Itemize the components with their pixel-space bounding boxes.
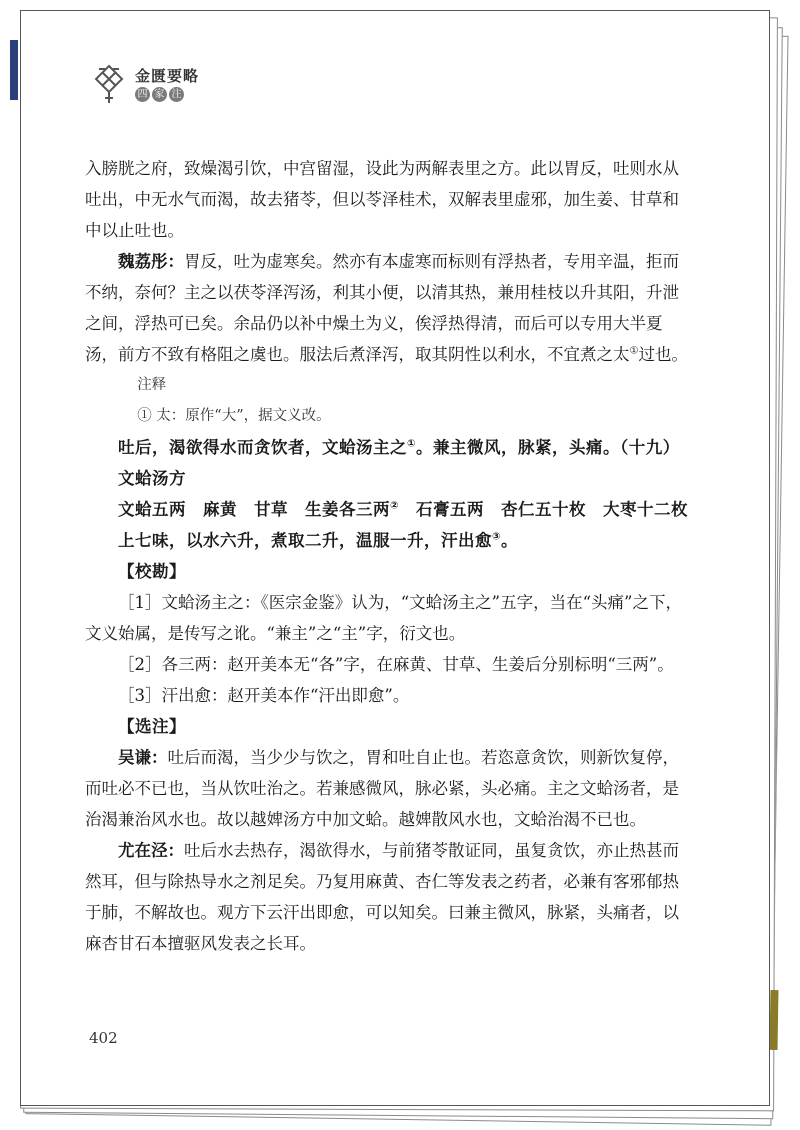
paragraph: 入膀胱之府，致燥渴引饮，中宫留湿，设此为两解表里之方。此以胃反，吐则水从吐出，中无水气而渴，故去猪苓，但以苓泽桂术，双解表里虚邪，加生姜、甘草和中以止吐也。: [85, 159, 679, 240]
clause-text: 吐后，渴欲得水而贪饮者，文蛤汤主之: [118, 438, 407, 457]
footnote-marker: ①: [629, 345, 639, 357]
page-body: [85, 153, 689, 959]
sub-title-char: 家: [152, 87, 167, 102]
commentator-name: 尤在泾：: [118, 841, 184, 860]
book-title: 金匮要略: [135, 67, 200, 85]
collation-note: ［1］文蛤汤主之：《医宗金鉴》认为，“文蛤汤主之”五字，当在“头痛”之下，文义始属，是传写之讹。“兼主”之“主”字，衍文也。: [85, 593, 682, 643]
footnote: ① 太：原作“大”，据文义改。: [137, 408, 331, 424]
collation-note: ［3］汗出愈：赵开美本作“汗出即愈”。: [118, 686, 410, 705]
commentator-name: 魏荔彤：: [118, 252, 184, 271]
commentary-wu: [85, 742, 689, 835]
section-heading-collation: 【校勘】: [118, 562, 186, 581]
commentary-text: 吐后而渴，当少少与饮之，胃和吐自止也。若恣意贪饮，则新饮复停，而吐必不已也，当从饮吐治之。若兼感微风，脉必紧，头必痛。主之文蛤汤者，是治渴兼治风水也。故以越婢汤方中加文蛤。越婢散风水也，文蛤治渴不已也。: [85, 748, 679, 829]
book-edge-left: [10, 40, 18, 100]
formula-title: 文蛤汤方: [118, 469, 186, 488]
collation-note: ［2］各三两：赵开美本无“各”字，在麻黄、甘草、生姜后分别标明“三两”。: [118, 655, 674, 674]
commentary-text: 吐后水去热存，渴欲得水，与前猪苓散证同，虽复贪饮，亦止热甚而然耳，但与除热导水之剂足矣。乃复用麻黄、杏仁等发表之药者，必兼有客邪郁热于肺，不解故也。观方下云汗出即愈，可以知矣。曰兼主微风，脉紧，头痛者，以麻杏甘石本擅驱风发表之长耳。: [85, 841, 679, 953]
book-page: [20, 10, 770, 1106]
commentary-text: 胃反，吐为虚寒矣。然亦有本虚寒而标则有浮热者，专用辛温，拒而不纳，奈何？主之以茯苓泽泻汤，利其小便，以清其热，兼用桂枝以升其阳，升泄之间，浮热可已矣。余品仍以补中燥土为义，俟浮热得清，而后可以专用大半夏汤，前方不致有格阻之虞也。服法后煮泽泻，取其阴性以利水，不宜煮之太: [85, 252, 679, 364]
commentary-you: [85, 835, 689, 959]
sub-title: [135, 87, 184, 102]
commentary-wei: [85, 246, 689, 370]
book-edge-right: [770, 990, 779, 1050]
classic-clause: [85, 432, 689, 463]
clause-tail: 。兼主微风，脉紧，头痛。（十九）: [415, 438, 680, 457]
footnote-marker: ③: [492, 531, 501, 543]
method-tail: 。: [500, 531, 518, 550]
note-heading: 注释: [137, 377, 167, 393]
footnote-marker: ①: [407, 438, 416, 450]
endless-knot-icon: [91, 63, 127, 105]
sub-title-char: 注: [169, 87, 184, 102]
commentator-name: 吴谦：: [118, 748, 168, 767]
ingredients-tail: 石膏五两 杏仁五十枚 大枣十二枚: [398, 500, 688, 519]
sub-title-char: 四: [135, 87, 150, 102]
section-heading-commentary: 【选注】: [118, 717, 186, 736]
page-number: 402: [89, 1029, 118, 1047]
method-text: 上七味，以水六升，煮取二升，温服一升，汗出愈: [118, 531, 492, 550]
formula-method: [85, 525, 689, 556]
ingredients-text: 文蛤五两 麻黄 甘草 生姜各三两: [118, 500, 390, 519]
footnote-marker: ②: [390, 500, 399, 512]
formula-ingredients: [85, 494, 689, 525]
commentary-tail: 过也。: [638, 345, 688, 364]
